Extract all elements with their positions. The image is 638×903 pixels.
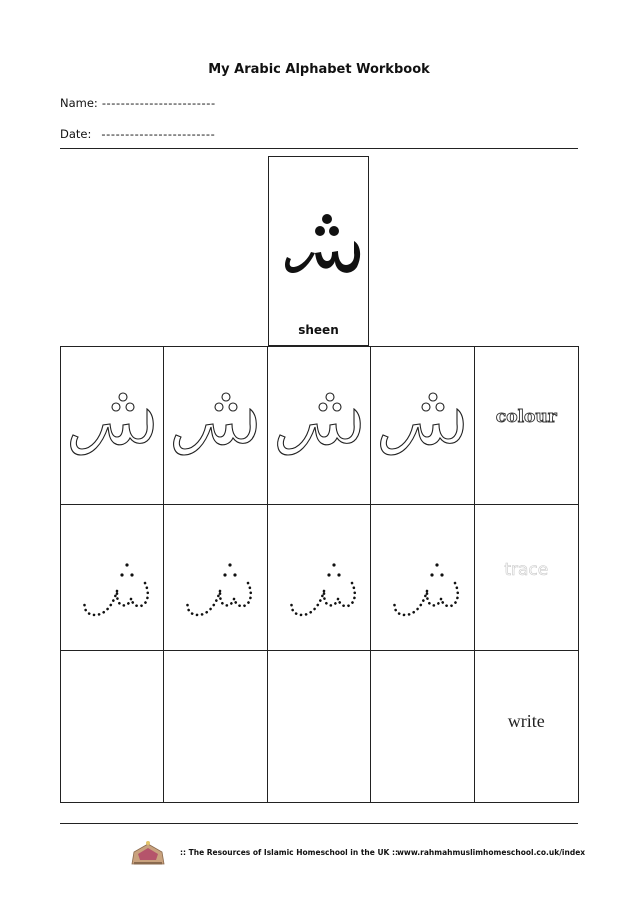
trace-cell[interactable] [371,505,474,651]
header-divider [60,148,578,149]
trace-cell[interactable] [268,505,371,651]
trace-cell[interactable] [61,505,164,651]
dotted-letter [61,505,164,651]
date-blank-line[interactable]: ------------------------ [101,127,216,141]
name-field [60,96,216,110]
outline-letter [164,347,267,505]
write-label: write [507,711,545,731]
date-field [60,127,215,141]
homeschool-logo-icon [128,840,168,866]
write-cell[interactable] [268,651,371,802]
colour-cell[interactable] [268,347,371,505]
feature-letter-card [268,156,369,346]
colour-cell[interactable] [164,347,267,505]
colour-cell[interactable] [61,347,164,505]
write-label-cell [475,651,578,802]
outline-letter [268,347,371,505]
footer-tagline: :: The Resources of Islamic Homeschool in the UK :: [180,848,398,857]
name-blank-line[interactable]: ------------------------ [101,96,216,110]
letter-name: sheen [298,323,339,337]
write-cell[interactable] [164,651,267,802]
dotted-letter [371,505,474,651]
trace-cell[interactable] [164,505,267,651]
write-cell[interactable] [371,651,474,802]
colour-label: colour [495,407,557,427]
write-cell[interactable] [61,651,164,802]
trace-label: trace [504,560,549,580]
name-label: Name: [60,96,98,110]
trace-label-cell [475,505,578,651]
dotted-letter [268,505,371,651]
footer-divider [60,823,578,824]
colour-label-cell [475,347,578,505]
footer-url-link[interactable]: www.rahmahmuslimhomeschool.co.uk/index [397,848,586,857]
date-label: Date: [60,127,92,141]
practice-grid [60,346,579,803]
colour-cell[interactable] [371,347,474,505]
outline-letter [61,347,164,505]
page-title: My Arabic Alphabet Workbook [208,62,430,77]
outline-letter [371,347,474,505]
dotted-letter [164,505,267,651]
feature-letter-glyph [269,157,370,347]
